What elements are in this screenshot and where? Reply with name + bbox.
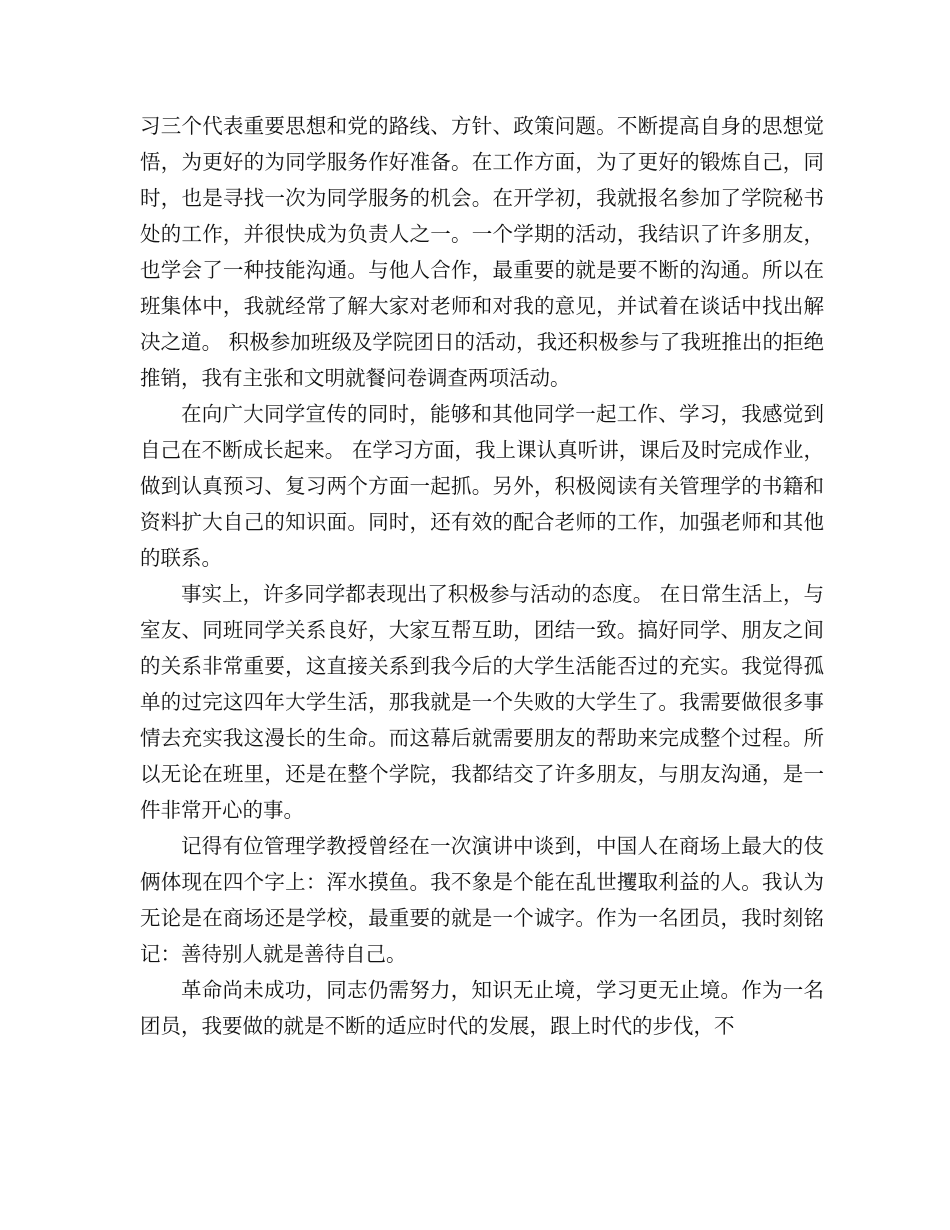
paragraph-5: 革命尚未成功，同志仍需努力，知识无止境，学习更无止境。作为一名团员，我要做的就是不断的适应时代的发展，跟上时代的步伐，不 — [140, 978, 824, 1038]
document-body — [140, 108, 824, 1044]
paragraph-3: 事实上，许多同学都表现出了积极参与活动的态度。 在日常生活上，与室友、同班同学关系良好，大家互帮互助，团结一致。搞好同学、朋友之间的关系非常重要，这直接关系到我今后的大学生活能否过的充实。我觉得孤单的过完这四年大学生活，那我就是一个失败的大学生了。我需要做很多事情去充实我这漫长的生命。而这幕后就需要朋友的帮助来完成整个过程。所以无论在班里，还是在整个学院，我都结交了许多朋友，与朋友沟通，是一件非常开心的事。 — [140, 582, 824, 822]
paragraph-4: 记得有位管理学教授曾经在一次演讲中谈到，中国人在商场上最大的伎俩体现在四个字上：浑水摸鱼。我不象是个能在乱世攫取利益的人。我认为无论是在商场还是学校，最重要的就是一个诚字。作为一名团员，我时刻铭记：善待别人就是善待自己。 — [140, 834, 824, 966]
paragraph-2: 在向广大同学宣传的同时，能够和其他同学一起工作、学习，我感觉到自己在不断成长起来。 在学习方面，我上课认真听讲，课后及时完成作业，做到认真预习、复习两个方面一起抓。另外，积极阅读有关管理学的书籍和资料扩大自己的知识面。同时，还有效的配合老师的工作，加强老师和其他的联系。 — [140, 402, 824, 570]
paragraph-1: 习三个代表重要思想和党的路线、方针、政策问题。不断提高自身的思想觉悟，为更好的为同学服务作好准备。在工作方面，为了更好的锻炼自己，同时，也是寻找一次为同学服务的机会。在开学初，我就报名参加了学院秘书处的工作，并很快成为负责人之一。一个学期的活动，我结识了许多朋友，也学会了一种技能沟通。与他人合作，最重要的就是要不断的沟通。所以在班集体中，我就经常了解大家对老师和对我的意见，并试着在谈话中找出解决之道。 积极参加班级及学院团日的活动，我还积极参与了我班推出的拒绝推销，我有主张和文明就餐问卷调查两项活动。 — [140, 114, 824, 390]
